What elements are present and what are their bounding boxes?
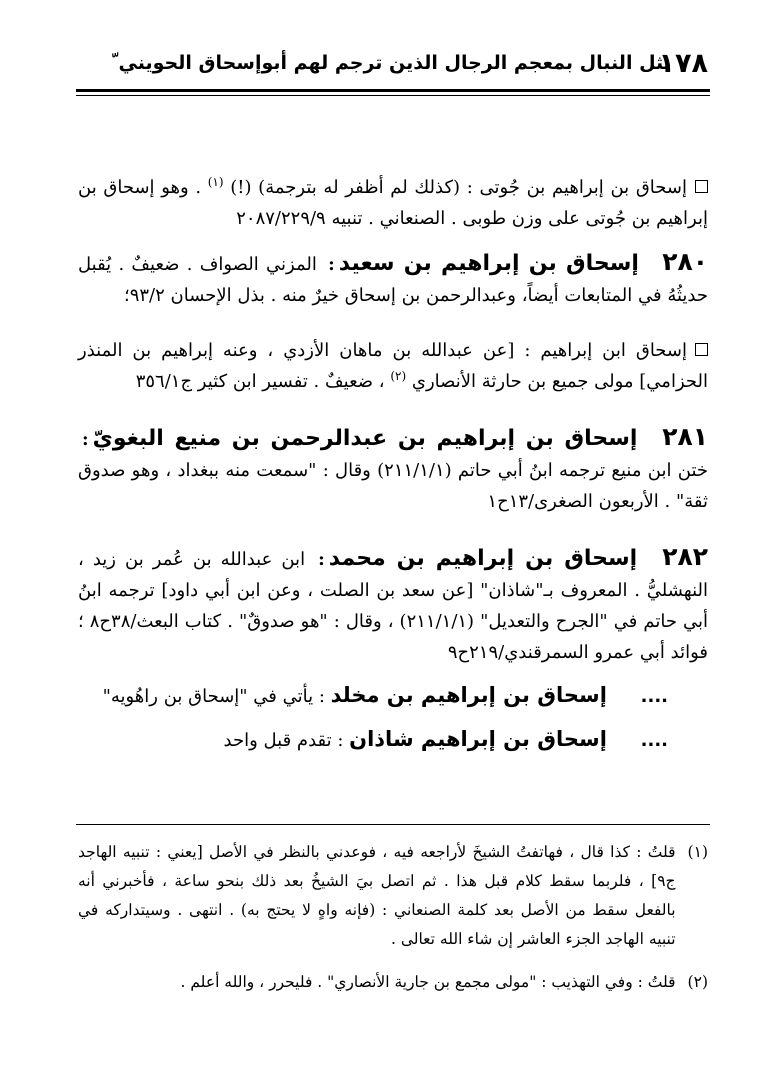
page-number: ١٧٨ — [658, 48, 708, 79]
cross-ref-text: : يأتي في "إسحاق بن راهُويه" — [102, 686, 325, 707]
entry-text: . وهو إسحاق بن إبراهيم بن جُوتى على وزن طوبى . الصنعاني . تنبيه ٢٠٨٧/٢٢٩/٩ — [78, 177, 708, 229]
entry-282 — [78, 541, 708, 668]
entry-text: ختن ابن منيع ترجمه ابنُ أبي حاتم (٢١١/١/١) وقال : "سمعت منه ببغداد ، وهو صدوق ثقة" . الأربعون الصغرى/١٣ح١ — [78, 460, 709, 512]
square-bullet-icon — [695, 180, 708, 193]
entry-ishaq-ibn-ibrahim — [78, 335, 708, 397]
footnote-ref-1[interactable]: (١) — [207, 175, 224, 189]
entry-number: ٢٨٠ — [662, 247, 708, 276]
entry-colon: : — [328, 254, 335, 275]
entry-text: المزني الصواف . ضعيفٌ . يُقبل حديثُهُ في المتابعات أيضاً، وعبدالرحمن بن إسحاق خيرٌ منه . بذل الإحسان ٩٣/٢؛ — [78, 254, 708, 306]
header-rule-thin — [76, 95, 710, 96]
page-header — [78, 48, 708, 88]
footnote-marker: (١) — [687, 843, 708, 861]
cross-ref-makhlad — [78, 680, 708, 712]
entry-number: ٢٨٢ — [662, 542, 708, 571]
entry-colon: : — [82, 429, 89, 450]
entry-text: إسحاق بن إبراهيم بن جُوتى : (كذلك لم أظفر له بترجمة) (!) — [230, 177, 687, 198]
entry-text: ، ضعيفٌ . تفسير ابن كثير ج٣٥٦/١ — [135, 371, 385, 392]
square-bullet-icon — [695, 343, 708, 356]
entry-text: ابن عبدالله بن عُمر بن زيد ، النهشليُّ . المعروف بـ"شاذان" [عن سعد بن الصلت ، وعن ابن أبي داود] ترجمه ابنُ أبي حاتم في "الجرح والتعديل" (٢١١/١/١) ، وقال : "هو صدوقٌ" . كتاب البعث/٣٨ح٨ ؛ فوائد أبي عمرو السمرقندي/٢١٩ح٩ — [78, 549, 709, 663]
ellipsis: .... — [640, 730, 668, 751]
cross-ref-shadhan — [78, 724, 708, 756]
cross-ref-name: إسحاق بن إبراهيم شاذان — [349, 727, 607, 751]
cross-ref-text: : تقدم قبل واحد — [223, 730, 344, 751]
ellipsis: .... — [640, 686, 668, 707]
footnote-1 — [78, 838, 708, 954]
footnote-marker: (٢) — [687, 973, 708, 991]
main-text — [78, 172, 708, 756]
entry-name: إسحاق بن إبراهيم بن عبدالرحمن بن منيع البغويّ — [92, 426, 638, 451]
entry-name: إسحاق بن إبراهيم بن محمد — [328, 546, 638, 571]
footnote-ref-2[interactable]: (٢) — [390, 369, 407, 383]
entry-name: إسحاق بن إبراهيم بن سعيد — [338, 251, 639, 276]
footnote-text: قلتُ : وفي التهذيب : "مولى مجمع بن جارية الأنصاري" . فليحرر ، والله أعلم . — [180, 973, 676, 991]
entry-colon: : — [318, 549, 325, 570]
footnote-2 — [78, 968, 708, 997]
cross-ref-name: إسحاق بن إبراهيم بن مخلد — [330, 683, 607, 707]
entry-number: ٢٨١ — [662, 422, 708, 451]
footnotes — [78, 838, 708, 1011]
entry-280 — [78, 246, 708, 311]
entry-text: إسحاق ابن إبراهيم : [عن عبدالله بن ماهان الأزدي ، وعنه إبراهيم بن المنذر الحزامي] مولى جميع بن حارثة الأنصاري — [78, 340, 708, 392]
entry-ishaq-jouta — [78, 172, 708, 234]
footnote-separator — [76, 824, 710, 825]
header-rule-thick — [76, 89, 710, 92]
entry-281 — [78, 421, 708, 517]
running-title: نثل النبال بمعجم الرجال الذين ترجم لهم أبوإسحاق الحويني ّ — [112, 52, 671, 74]
footnote-text: قلتُ : كذا قال ، فهاتفتُ الشيخَ لأراجعه فيه ، فوعدني بالنظر في الأصل [يعني : تنبيه الهاجد ج٩] ، فلربما سقط كلام قبل هذا . ثم اتصل بيَ الشيخُ بعد ذلك بنحو ساعة ، فأخبرني أنه بالفعل سقط من الأصل بعد كلمة الصنعاني : (فإنه واهٍ لا يحتج به) . انتهى . وسيتداركه في تنبيه الهاجد الجزء العاشر إن شاء الله تعالى . — [78, 843, 676, 948]
